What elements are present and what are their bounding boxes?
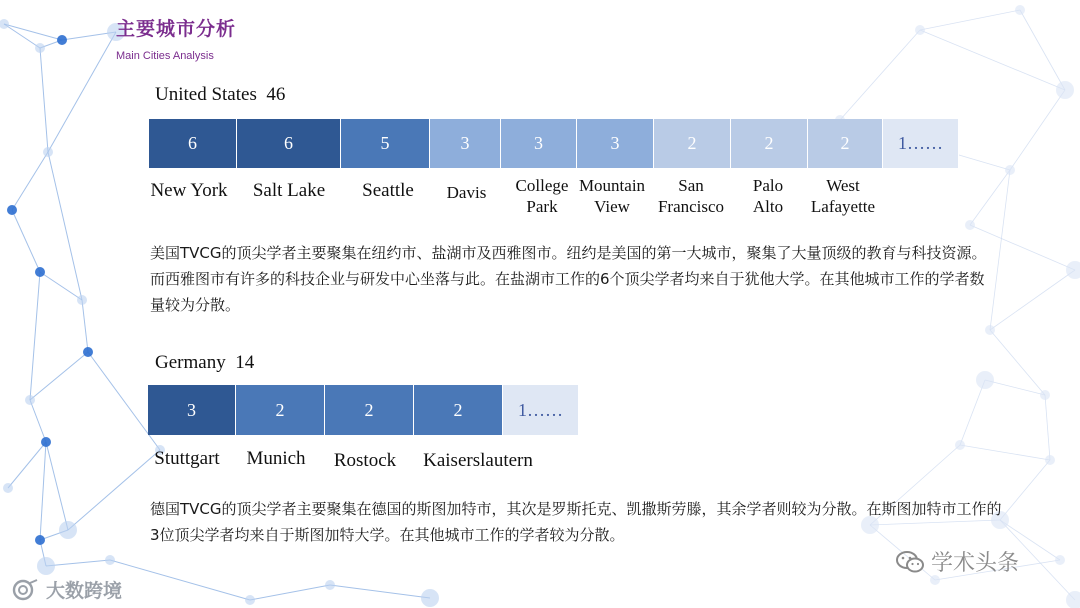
network-node <box>955 440 965 450</box>
de-label-munich: Munich <box>246 448 306 469</box>
network-edge <box>82 300 88 352</box>
network-edge <box>30 352 88 400</box>
wechat-watermark-text: 学术头条 <box>931 551 1020 576</box>
network-node <box>3 483 13 493</box>
network-node <box>1045 455 1055 465</box>
network-edge <box>30 400 46 442</box>
us-label-mountain-view: Mountain View <box>578 176 646 216</box>
logo-watermark-text: 大数跨境 <box>46 580 123 602</box>
network-edge <box>990 330 1045 395</box>
network-node <box>245 595 255 605</box>
us-seg-mountain-view: 3 <box>577 119 654 168</box>
network-node <box>0 19 9 29</box>
us-label-west-lafayette: West Lafayette <box>810 176 876 216</box>
network-edge <box>48 32 116 152</box>
de-label-rostock: Rostock <box>333 450 397 471</box>
us-city-bar <box>149 119 959 168</box>
network-node <box>421 589 439 607</box>
network-edge <box>990 270 1075 330</box>
network-node <box>59 521 77 539</box>
page-title: 主要城市分析 <box>116 18 237 40</box>
network-node <box>325 580 335 590</box>
de-seg-munich: 2 <box>236 385 325 435</box>
de-seg-stuttgart: 3 <box>148 385 236 435</box>
network-node <box>25 395 35 405</box>
network-node <box>1005 165 1015 175</box>
network-edge <box>40 442 46 540</box>
logo-watermark <box>10 576 122 603</box>
germany-description: 德国TVCG的顶尖学者主要聚集在德国的斯图加特市，其次是罗斯托克、凯撒斯劳滕，其余学者则较为分散。在斯图加特市工作的3位顶尖学者均来自于斯图加特大学。在其他城市工作的学者较为分散。 <box>150 500 1002 544</box>
network-edge <box>12 210 40 272</box>
network-node <box>105 555 115 565</box>
network-node <box>1040 390 1050 400</box>
us-seg-others: 1…… <box>883 119 959 168</box>
network-edge <box>250 585 330 600</box>
de-seg-rostock: 2 <box>325 385 414 435</box>
network-edge <box>960 380 985 445</box>
network-edge <box>1045 395 1050 460</box>
network-edge <box>46 560 110 566</box>
wechat-watermark <box>895 546 1019 577</box>
network-edge <box>985 380 1045 395</box>
germany-heading: Germany 14 <box>155 352 255 373</box>
de-seg-others: 1…… <box>503 385 579 435</box>
wechat-icon <box>895 550 925 574</box>
network-edge <box>330 585 430 598</box>
network-node <box>43 147 53 157</box>
network-edge <box>1020 10 1065 90</box>
us-label-san-francisco: San Francisco <box>657 176 725 216</box>
network-edge <box>1010 90 1065 170</box>
us-label-college-park: College Park <box>515 176 569 216</box>
network-node <box>1066 591 1080 608</box>
network-edge <box>920 30 1065 90</box>
us-seg-seattle: 5 <box>341 119 430 168</box>
network-node <box>985 325 995 335</box>
network-edge <box>960 445 1050 460</box>
network-node <box>77 295 87 305</box>
network-node <box>35 267 45 277</box>
network-edge <box>4 24 62 40</box>
network-node <box>1055 555 1065 565</box>
network-edge <box>40 48 48 152</box>
network-edge <box>12 152 48 210</box>
us-label-new-york: New York <box>150 180 228 201</box>
us-seg-college-park: 3 <box>501 119 577 168</box>
us-seg-salt-lake: 6 <box>237 119 341 168</box>
network-edge <box>48 152 82 300</box>
us-heading: United States 46 <box>155 84 286 105</box>
network-node <box>1066 261 1080 279</box>
network-edge <box>920 10 1020 30</box>
network-edge <box>840 30 920 120</box>
network-node <box>7 205 17 215</box>
us-label-seattle: Seattle <box>362 180 414 201</box>
us-description: 美国TVCG的顶尖学者主要聚集在纽约市、盐湖市及西雅图市。纽约是美国的第一大城市，聚集了大量顶级的教育与科技资源。而西雅图市有许多的科技企业与研发中心坐落与此。在盐湖市工作的6个顶尖学者均来自于犹他大学。在其他城市工作的学者数量较为分散。 <box>150 244 987 314</box>
network-edge <box>8 442 46 488</box>
network-node <box>1056 81 1074 99</box>
logo-icon <box>10 578 40 602</box>
network-edge <box>30 272 40 400</box>
us-seg-west-lafayette: 2 <box>808 119 883 168</box>
us-seg-palo-alto: 2 <box>731 119 808 168</box>
us-seg-san-francisco: 2 <box>654 119 731 168</box>
us-label-palo-alto: Palo Alto <box>752 176 784 216</box>
network-edge <box>4 24 40 48</box>
network-edge <box>40 272 82 300</box>
network-node <box>37 557 55 575</box>
network-edge <box>110 560 250 600</box>
us-label-davis: Davis <box>446 183 487 202</box>
germany-city-bar <box>148 385 579 435</box>
network-node <box>976 371 994 389</box>
page-subtitle: Main Cities Analysis <box>116 50 214 62</box>
us-seg-new-york: 6 <box>149 119 237 168</box>
network-node <box>35 535 45 545</box>
network-node <box>41 437 51 447</box>
de-seg-kaiserslautern: 2 <box>414 385 503 435</box>
network-node <box>57 35 67 45</box>
us-label-salt-lake: Salt Lake <box>252 180 326 201</box>
network-node <box>915 25 925 35</box>
de-label-kaiserslautern: Kaiserslautern <box>423 450 533 471</box>
network-edge <box>46 442 68 530</box>
network-node <box>83 347 93 357</box>
de-label-stuttgart: Stuttgart <box>154 448 220 469</box>
us-seg-davis: 3 <box>430 119 501 168</box>
network-node <box>965 220 975 230</box>
network-node <box>1015 5 1025 15</box>
network-node <box>35 43 45 53</box>
